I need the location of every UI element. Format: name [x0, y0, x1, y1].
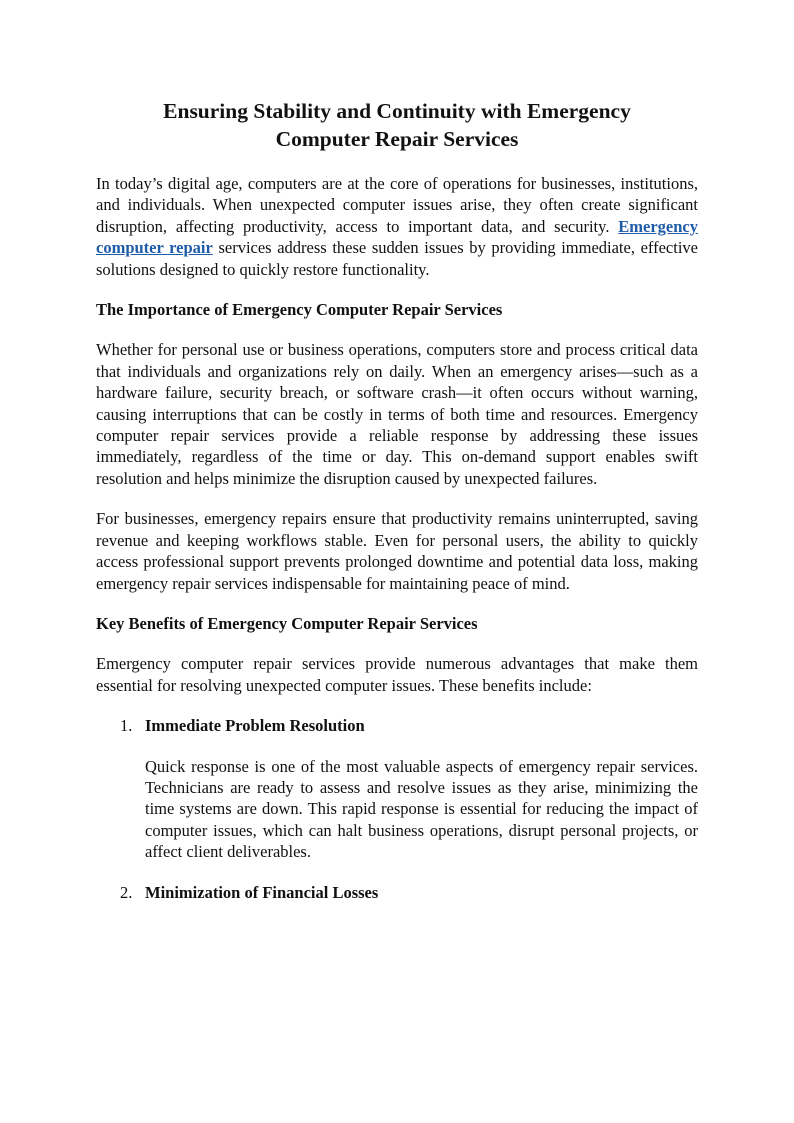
list-item-number: 2.	[120, 882, 133, 902]
intro-text-after-link: services address these sudden issues by providing immediate, effective solutions designed to quickly restore functionality.	[96, 238, 698, 279]
page-title-line-1: Ensuring Stability and Continuity with Emergency	[163, 99, 631, 123]
importance-paragraph-2: For businesses, emergency repairs ensure that productivity remains uninterrupted, saving revenue and keeping workflows stable. Even for personal users, the ability to quickly access professional support prevents prolonged downtime and potential data loss, making emergency repair services indispensable for maintaining peace of mind.	[96, 509, 698, 593]
list-item	[96, 882, 698, 903]
list-item-title: Minimization of Financial Losses	[145, 882, 379, 902]
intro-paragraph	[96, 173, 698, 280]
importance-paragraph-1: Whether for personal use or business operations, computers store and process critical data that individuals and organizations rely on daily. When an emergency arises—such as a hardware failure, security breach, or software crash—it often occurs without warning, causing interruptions that can be costly in terms of both time and resources. Emergency computer repair services provide a reliable response by addressing these issues immediately, regardless of the time or day. This on-demand support enables swift resolution and helps minimize the disruption caused by unexpected failures.	[96, 340, 698, 488]
list-item-number: 1.	[120, 716, 133, 736]
document-page	[96, 97, 698, 922]
list-item	[96, 715, 698, 862]
emergency-computer-repair-link[interactable]: Emergency computer repair	[96, 216, 698, 258]
list-item-body: Quick response is one of the most valuable aspects of emergency repair services. Technicians are ready to assess and resolve issues as they arise, minimizing the time systems are down. This rapid response is essential for reducing the impact of computer issues, which can halt business operations, disrupt personal projects, or affect client deliverables.	[145, 756, 698, 862]
page-title	[96, 97, 698, 153]
section-heading-importance: The Importance of Emergency Computer Repair Services	[96, 300, 503, 320]
benefits-intro-paragraph: Emergency computer repair services provide numerous advantages that make them essential for resolving unexpected computer issues. These benefits include:	[96, 654, 698, 695]
intro-text-before-link: In today’s digital age, computers are at the core of operations for businesses, institutions, and individuals. When unexpected computer issues arise, they often create significant disruption, affecting productivity, access to important data, and security.	[96, 174, 698, 236]
benefits-list	[96, 715, 698, 903]
page-title-line-2: Computer Repair Services	[275, 127, 519, 151]
section-heading-benefits: Key Benefits of Emergency Computer Repair Services	[96, 613, 478, 633]
list-item-title: Immediate Problem Resolution	[145, 716, 365, 736]
